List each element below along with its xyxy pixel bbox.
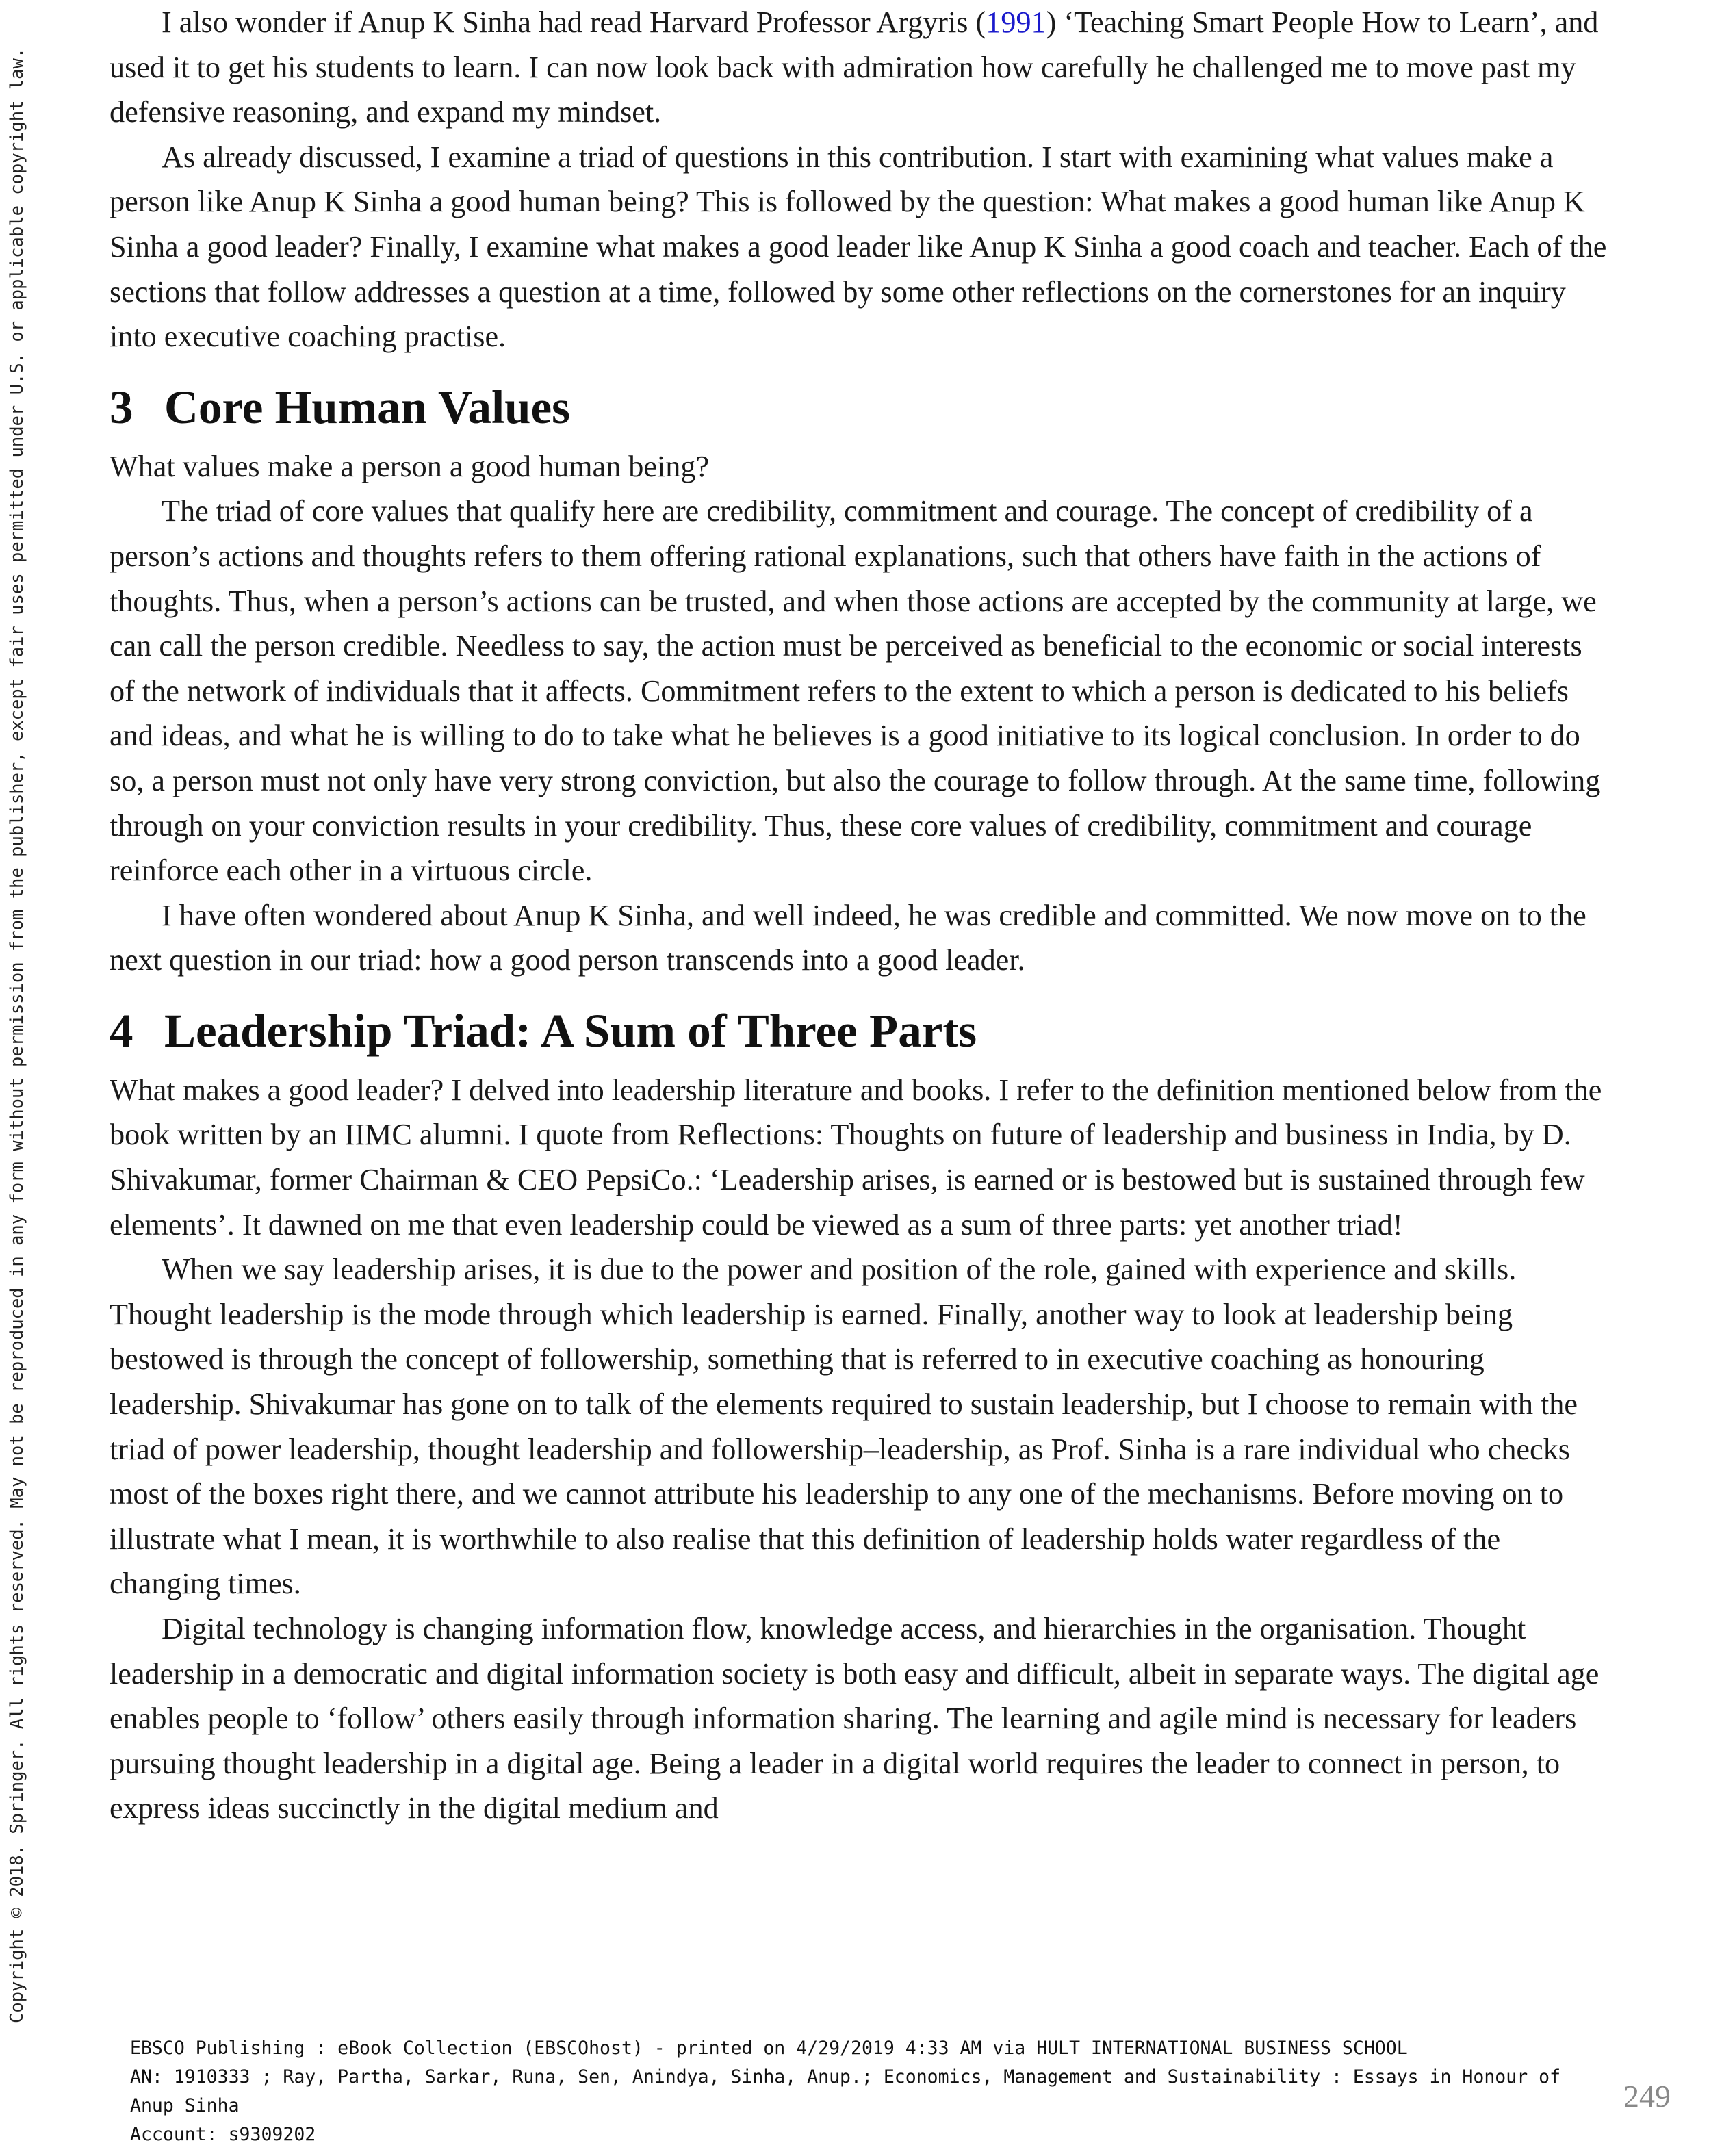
page-number: 249 [1623,2079,1671,2114]
footer-line-account: Account: s9309202 [130,2124,316,2145]
intro-paragraph-1 [110,0,1608,135]
section-3-heading [110,380,1608,435]
intro-paragraph-1-text-a: I also wonder if Anup K Sinha had read Harvard Professor Argyris ( [162,5,986,39]
section-3-paragraph-3: I have often wondered about Anup K Sinha, and well indeed, he was credible and committed. We now move on to the next question in our triad: how a good person transcends into a good leader. [110,898,1586,977]
section-4-title: Leadership Triad: A Sum of Three Parts [164,1004,977,1057]
intro-paragraph-1-text-b: ) ‘Teaching Smart People How to Learn’, and used it to get his students to learn. I can now look back with admiration how carefully he challenged me to move past my defensive reasoning, and expand my mindset. [110,5,1599,129]
section-4-paragraph-3: Digital technology is changing information flow, knowledge access, and hierarchies in the organisation. Thought leadership in a democratic and digital information society is both easy and difficult, albeit in separate ways. The digital age enables people to ‘follow’ others easily through information sharing. The learning and agile mind is necessary for leaders pursuing thought leadership in a digital age. Being a leader in a digital world requires the leader to connect in person, to express ideas succinctly in the digital medium and [110,1612,1599,1825]
citation-link-1991[interactable]: 1991 [986,5,1046,39]
page-body [110,0,1608,1831]
section-4-paragraph-2: When we say leadership arises, it is due to the power and position of the role, gained with experience and skills. Thought leadership is the mode through which leadership is earned. Finally, another way to look at leadership being bestowed is through the concept of followership, something that is referred to in executive coaching as honouring leadership. Shivakumar has gone on to talk of the elements required to sustain leadership, but I choose to remain with the triad of power leadership, thought leadership and followership–leadership, as Prof. Sinha is a rare individual who checks most of the boxes right there, and we cannot attribute his leadership to any one of the mechanisms. Before moving on to illustrate what I mean, it is worthwhile to also realise that this definition of leadership holds water regardless of the changing times. [110,1253,1578,1601]
section-3-number: 3 [110,381,133,433]
section-3-paragraph-2: The triad of core values that qualify here are credibility, commitment and courage. The concept of credibility of a person’s actions and thoughts refers to them offering rational explanations, such that others have faith in the actions of thoughts. Thus, when a person’s actions can be trusted, and when those actions are accepted by the community at large, we can call the person credible. Needless to say, the action must be perceived as beneficial to the economic or social interests of the network of individuals that it affects. Commitment refers to the extent to which a person is dedicated to his beliefs and ideas, and what he is willing to do to take what he believes is a good initiative to its logical conclusion. In order to do so, a person must not only have very strong conviction, but also the courage to follow through. At the same time, following through on your conviction results in your credibility. Thus, these core values of credibility, commitment and courage reinforce each other in a virtuous circle. [110,494,1601,888]
section-4-number: 4 [110,1004,133,1057]
section-3-paragraph-1: What values make a person a good human being? [110,449,710,483]
ebsco-footer [130,2034,1602,2149]
footer-line-print-info: EBSCO Publishing : eBook Collection (EBSCOhost) - printed on 4/29/2019 4:33 AM via HULT INTERNATIONAL BUSINESS SCHOOL [130,2038,1408,2059]
section-3-title: Core Human Values [164,381,571,433]
section-4-heading [110,1003,1608,1058]
footer-line-citation: AN: 1910333 ; Ray, Partha, Sarkar, Runa, Sen, Anindya, Sinha, Anup.; Economics, Management and Sustainability : Essays in Honour of Anup Sinha [130,2066,1561,2116]
section-4-paragraph-1: What makes a good leader? I delved into leadership literature and books. I refer to the definition mentioned below from the book written by an IIMC alumni. I quote from Reflections: Thoughts on future of leadership and business in India, by D. Shivakumar, former Chairman & CEO PepsiCo.: ‘Leadership arises, is earned or is bestowed but is sustained through few elements’. It dawned on me that even leadership could be viewed as a sum of three parts: yet another triad! [110,1073,1602,1242]
side-copyright-notice: Copyright © 2018. Springer. All rights reserved. May not be reproduced in any form without permission from the publisher, except fair uses permitted under U.S. or applicable copyright law. [7,47,27,2023]
intro-paragraph-2: As already discussed, I examine a triad of questions in this contribution. I start with examining what values make a person like Anup K Sinha a good human being? This is followed by the question: What makes a good human like Anup K Sinha a good leader? Finally, I examine what makes a good leader like Anup K Sinha a good coach and teacher. Each of the sections that follow addresses a question at a time, followed by some other reflections on the cornerstones for an inquiry into executive coaching practise. [110,140,1607,354]
